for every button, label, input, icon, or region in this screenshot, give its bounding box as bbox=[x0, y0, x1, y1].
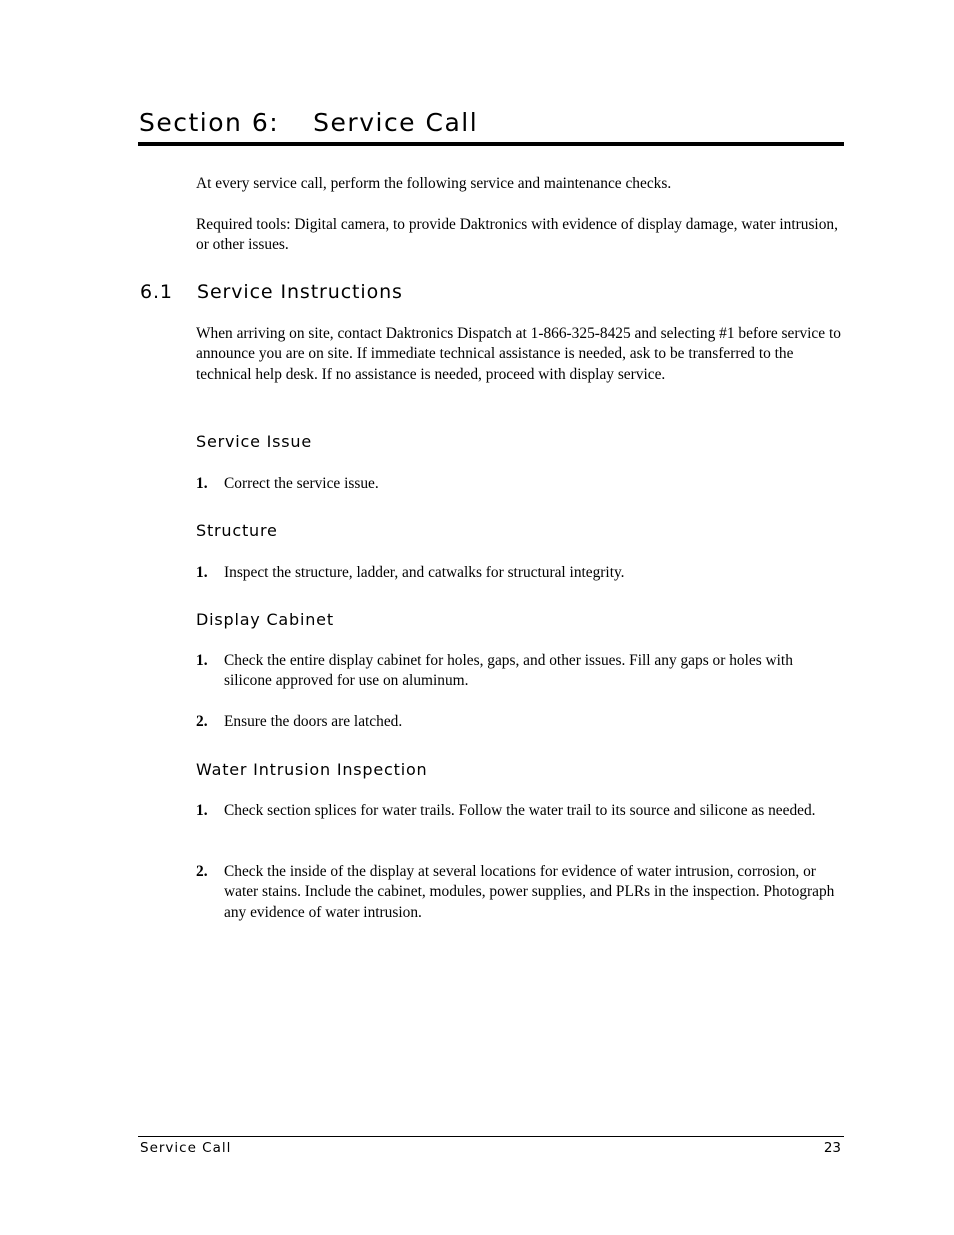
required-tools-paragraph: Required tools: Digital camera, to provide Daktronics with evidence of display damage, water intrusion, or other issues. bbox=[196, 216, 838, 254]
step-number: 1. bbox=[196, 652, 208, 669]
page-number: 23 bbox=[823, 1140, 841, 1156]
step-text: Check the inside of the display at several locations for evidence of water intrusion, corrosion, or water stains. Include the cabinet, modules, power supplies, and PLRs in the inspection. Photograph any evidence of water intrusion. bbox=[224, 863, 835, 921]
step-number: 1. bbox=[196, 475, 208, 492]
title-rule bbox=[138, 142, 844, 146]
list-item bbox=[196, 563, 841, 583]
step-text: Check section splices for water trails. Follow the water trail to its source and silicone as needed. bbox=[224, 802, 816, 819]
step-number: 2. bbox=[196, 863, 208, 880]
structure-heading: Structure bbox=[196, 521, 278, 540]
step-text: Correct the service issue. bbox=[224, 475, 379, 492]
list-item bbox=[196, 801, 841, 821]
step-number: 1. bbox=[196, 564, 208, 581]
list-item bbox=[196, 651, 841, 692]
list-item bbox=[196, 862, 841, 923]
service-instructions-paragraph: When arriving on site, contact Daktronics Dispatch at 1-866-325-8425 and selecting #1 before service to announce you are on site. If immediate technical assistance is needed, ask to be transferred to the technical help desk. If no assistance is needed, proceed with display service. bbox=[196, 325, 841, 383]
list-item bbox=[196, 712, 841, 732]
step-text: Inspect the structure, ladder, and catwalks for structural integrity. bbox=[224, 564, 625, 581]
subsection-title: Service Instructions bbox=[197, 281, 403, 303]
section-title bbox=[139, 108, 478, 137]
footer-rule bbox=[138, 1136, 844, 1137]
intro-paragraph: At every service call, perform the following service and maintenance checks. bbox=[196, 175, 672, 192]
step-text: Check the entire display cabinet for holes, gaps, and other issues. Fill any gaps or holes with silicone approved for use on aluminum. bbox=[224, 652, 793, 690]
display-cabinet-heading: Display Cabinet bbox=[196, 610, 334, 629]
service-issue-heading: Service Issue bbox=[196, 432, 312, 451]
section-name: Service Call bbox=[313, 108, 479, 137]
water-intrusion-heading: Water Intrusion Inspection bbox=[196, 760, 428, 779]
step-text: Ensure the doors are latched. bbox=[224, 713, 403, 730]
section-number: Section 6: bbox=[139, 108, 280, 137]
list-item bbox=[196, 474, 841, 494]
step-number: 1. bbox=[196, 802, 208, 819]
subsection-heading bbox=[140, 281, 403, 303]
subsection-number: 6.1 bbox=[140, 281, 173, 303]
step-number: 2. bbox=[196, 713, 208, 730]
footer-section-name: Service Call bbox=[140, 1140, 232, 1156]
